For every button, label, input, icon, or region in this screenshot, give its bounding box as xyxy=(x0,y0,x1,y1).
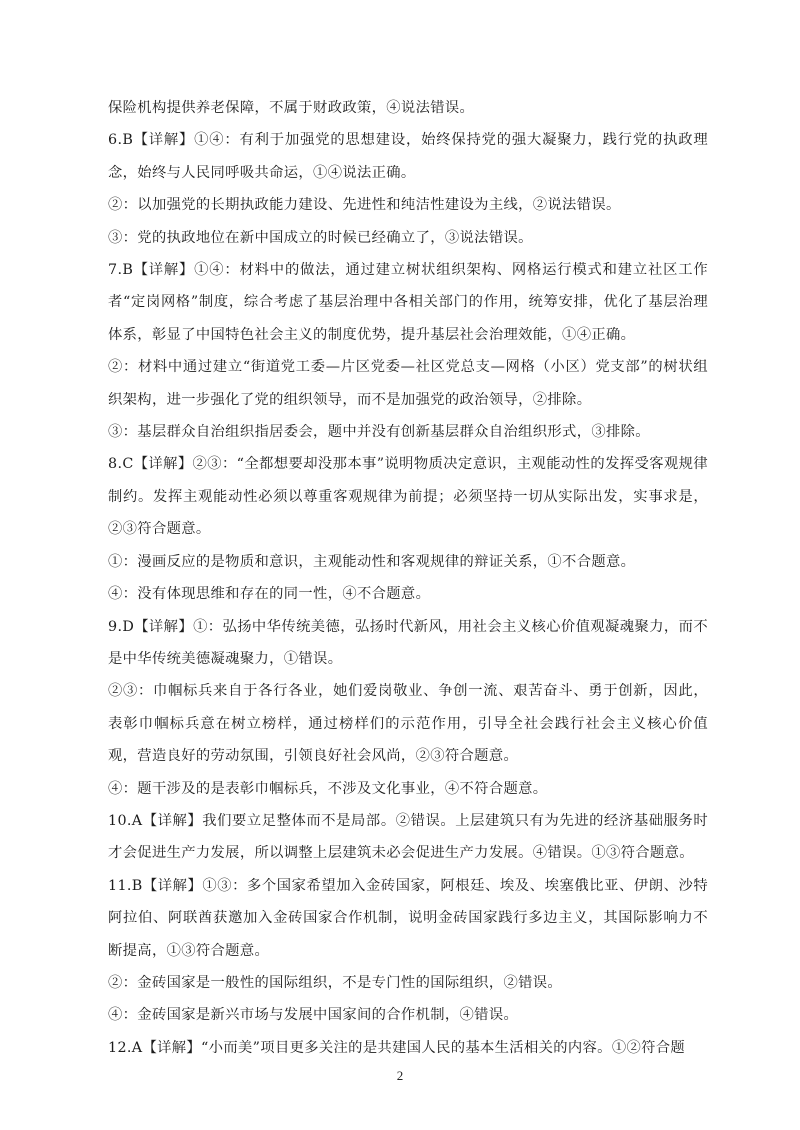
page-number: 2 xyxy=(396,1068,404,1083)
answer-9-explanation: 9.D【详解】①：弘扬中华传统美德，弘扬时代新风，用社会主义核心价值观凝魂聚力，而不是中华传统美德凝魂聚力，①错误。 xyxy=(108,618,708,667)
paragraph: ③：基层群众自治组织指居委会，题中并没有创新基层群众自治组织形式，③排除。 xyxy=(108,424,650,441)
answer-12-explanation: 12.A【详解】“小而美”项目更多关注的是共建国人民的基本生活相关的内容。①②符合题 xyxy=(108,1039,686,1056)
paragraph: ②：材料中通过建立“街道党工委—片区党委—社区党总支—网格（小区）党支部”的树状组织架构，进一步强化了党的组织领导，而不是加强党的政治领导，②排除。 xyxy=(108,359,708,408)
paragraph: 保险机构提供养老保障，不属于财政政策，④说法错误。 xyxy=(108,100,475,116)
paragraph: ①：漫画反应的是物质和意识，主观能动性和客观规律的辩证关系，①不合题意。 xyxy=(108,553,636,570)
answer-11-explanation: 11.B【详解】①③：多个国家希望加入金砖国家，阿根廷、埃及、埃塞俄比亚、伊朗、沙特阿拉伯、阿联酋获邀加入金砖国家合作机制，说明金砖国家践行多边主义，其国际影响力不断提高，①③符合题意。 xyxy=(108,877,708,959)
answer-7-explanation: 7.B【详解】①④：材料中的做法，通过建立树状组织架构、网格运行模式和建立社区工作者“定岗网格”制度，综合考虑了基层治理中各相关部门的作用，统筹安排，优化了基层治理体系，彰显了中国特色社会主义的制度优势，提升基层社会治理效能，①④正确。 xyxy=(108,262,708,343)
paragraph: ④：题干涉及的是表彰巾帼标兵，不涉及文化事业，④不符合题意。 xyxy=(108,780,548,797)
paragraph: ③：党的执政地位在新中国成立的时候已经确立了，③说法错误。 xyxy=(108,229,533,246)
paragraph: ②③：巾帼标兵来自于各行各业，她们爱岗敬业、争创一流、艰苦奋斗、勇于创新，因此，表彰巾帼标兵意在树立榜样，通过榜样们的示范作用，引导全社会践行社会主义核心价值观，营造良好的劳动氛围，引领良好社会风尚，②③符合题意。 xyxy=(108,683,708,765)
paragraph: ④：金砖国家是新兴市场与发展中国家间的合作机制，④错误。 xyxy=(108,1007,519,1024)
paragraph: ④：没有体现思维和存在的同一性，④不合题意。 xyxy=(108,586,431,603)
paragraph: ②：以加强党的长期执政能力建设、先进性和纯洁性建设为主线，②说法错误。 xyxy=(108,197,621,214)
answer-6-explanation: 6.B【详解】①④：有利于加强党的思想建设，始终保持党的强大凝聚力，践行党的执政理念，始终与人民同呼吸共命运，①④说法正确。 xyxy=(108,132,708,181)
answer-10-explanation: 10.A【详解】我们要立足整体而不是局部。②错误。上层建筑只有为先进的经济基础服务时才会促进生产力发展，所以调整上层建筑未必会促进生产力发展。④错误。①③符合题意。 xyxy=(108,812,708,862)
answer-8-explanation: 8.C【详解】②③：“全都想要却没那本事”说明物质决定意识，主观能动性的发挥受客观规律制约。发挥主观能动性必须以尊重客观规律为前提；必须坚持一切从实际出发，实事求是，②③符合题意。 xyxy=(108,456,708,538)
paragraph: ②：金砖国家是一般性的国际组织，不是专门性的国际组织，②错误。 xyxy=(108,974,563,991)
answer-explanations xyxy=(108,92,708,1064)
